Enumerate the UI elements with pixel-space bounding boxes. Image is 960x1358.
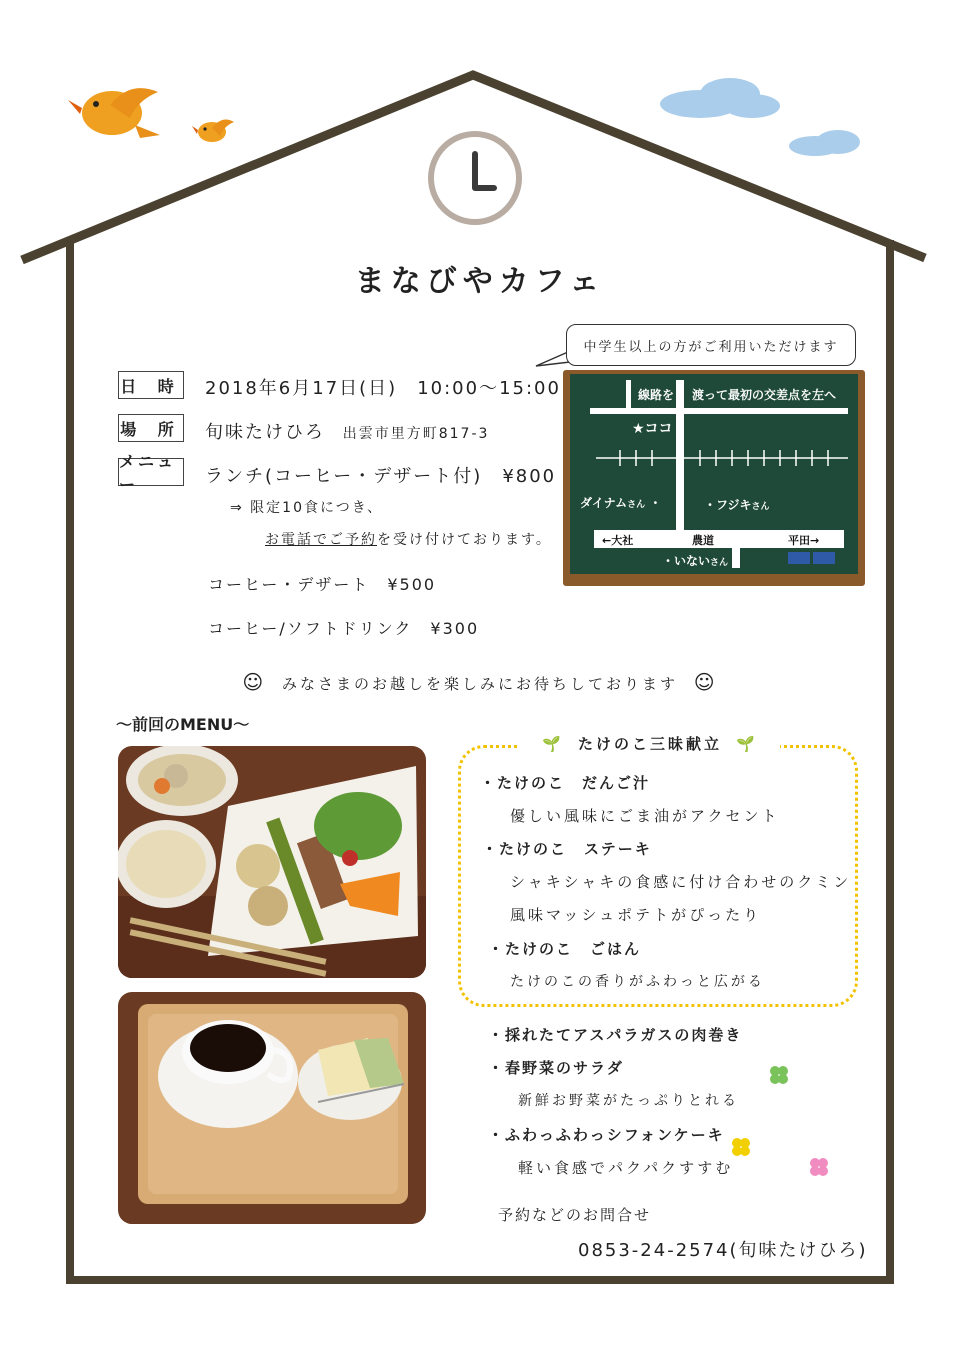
yellow-clover-icon xyxy=(730,1136,752,1158)
reserve-phone-link: お電話でご予約 xyxy=(265,532,377,548)
pink-clover-icon xyxy=(808,1156,830,1178)
cloud-icon xyxy=(789,130,860,156)
other-item-name: ・採れたてアスパラガスの肉巻き xyxy=(488,1026,743,1044)
reserve-suffix: を受け付けております。 xyxy=(377,532,552,548)
map-inai-name: ・いない xyxy=(662,554,711,568)
takenoko-item-desc: たけのこの香りがふわっと広がる xyxy=(510,974,765,990)
map-san: さん xyxy=(710,558,729,568)
bird-icon xyxy=(68,88,160,138)
coffee-cake-photo xyxy=(118,992,426,1224)
page-title: まなびやカフェ xyxy=(354,264,606,299)
takenoko-item-desc: 優しい風味にごま油がアクセント xyxy=(510,807,780,825)
takenoko-item-name: ・たけのこ ごはん xyxy=(488,940,642,958)
welcome-line xyxy=(0,670,960,694)
map-here-marker: ★ココ xyxy=(632,421,673,437)
map-san: さん xyxy=(627,500,646,510)
map-noudou: 農道 xyxy=(692,534,714,547)
other-item-desc: 新鮮お野菜がたっぷりとれる xyxy=(518,1093,739,1109)
map-board xyxy=(570,374,858,574)
smile-icon: ☺ xyxy=(693,670,718,694)
other-item-name: ・ふわっふわっシフォンケーキ xyxy=(488,1126,725,1144)
cloud-icon xyxy=(660,78,780,118)
bird-icon xyxy=(192,120,234,142)
takenoko-item-desc: 風味マッシュポテトがぴったり xyxy=(510,906,762,924)
sprout-icon: 🌱 xyxy=(736,735,758,753)
map-daiyanamu-name: ダイナム xyxy=(580,496,628,510)
sprout-icon: 🌱 xyxy=(542,735,564,753)
coffee-dessert-price: コーヒー・デザート ¥500 xyxy=(208,575,437,594)
place-name: 旬味たけひろ xyxy=(205,422,325,443)
takenoko-item-name: ・たけのこ ステーキ xyxy=(482,840,652,858)
map-line2: 渡って最初の交差点を左へ xyxy=(692,388,837,402)
limit-note: ⇒ 限定10食につき、 xyxy=(230,500,384,516)
map-inai xyxy=(662,552,728,569)
map-eraser-icon xyxy=(788,552,810,564)
lunch-price: ランチ(コーヒー・デザート付) ¥800 xyxy=(205,466,557,487)
green-clover-icon xyxy=(768,1064,790,1086)
contact-label: 予約などのお問合せ xyxy=(498,1206,652,1224)
map-taisha: ←大社 xyxy=(602,534,634,547)
map-eraser-icon xyxy=(813,552,835,564)
other-item-name: ・春野菜のサラダ xyxy=(488,1059,624,1077)
menu-label: メニュー xyxy=(118,458,184,486)
date-label: 日 時 xyxy=(118,371,184,399)
welcome-text: みなさまのお越しを楽しみにお待ちしております xyxy=(281,675,678,693)
coffee-cake-illustration xyxy=(118,992,426,1224)
lunch-photo xyxy=(118,746,426,978)
takenoko-item-name: ・たけのこ だんご汁 xyxy=(480,774,651,792)
map-hirata: 平田→ xyxy=(788,534,820,547)
contact-phone[interactable]: 0853-24-2574(旬味たけひろ) xyxy=(578,1240,868,1261)
coffee-drink-price: コーヒー/ソフトドリンク ¥300 xyxy=(208,619,480,638)
place-address: 出雲市里方町817-3 xyxy=(342,426,490,442)
date-value: 2018年6月17日(日) 10:00〜15:00 xyxy=(205,378,561,399)
map-line1: 線路を xyxy=(638,388,675,402)
previous-menu-heading: 〜前回のMENU〜 xyxy=(116,715,250,734)
map-fujiki xyxy=(704,496,770,513)
lunch-photo-illustration xyxy=(118,746,426,978)
other-item-desc: 軽い食感でパクパクすすむ xyxy=(518,1159,734,1177)
reserve-note xyxy=(265,529,552,549)
place-value xyxy=(205,418,489,444)
map-fujiki-name: ・フジキ xyxy=(704,498,752,512)
age-notice-bubble: 中学生以上の方がご利用いただけます xyxy=(566,324,856,366)
takenoko-menu-title: たけのこ三昧献立 xyxy=(577,735,722,753)
smile-icon: ☺ xyxy=(242,670,267,694)
place-label: 場 所 xyxy=(118,414,184,442)
takenoko-item-desc: シャキシャキの食感に付け合わせのクミン xyxy=(510,873,852,891)
clock-icon xyxy=(431,134,519,222)
map-san: さん xyxy=(751,502,770,512)
map-daiyanamu: ダイナムさん ・ xyxy=(580,496,662,510)
takenoko-menu-heading xyxy=(520,733,780,754)
